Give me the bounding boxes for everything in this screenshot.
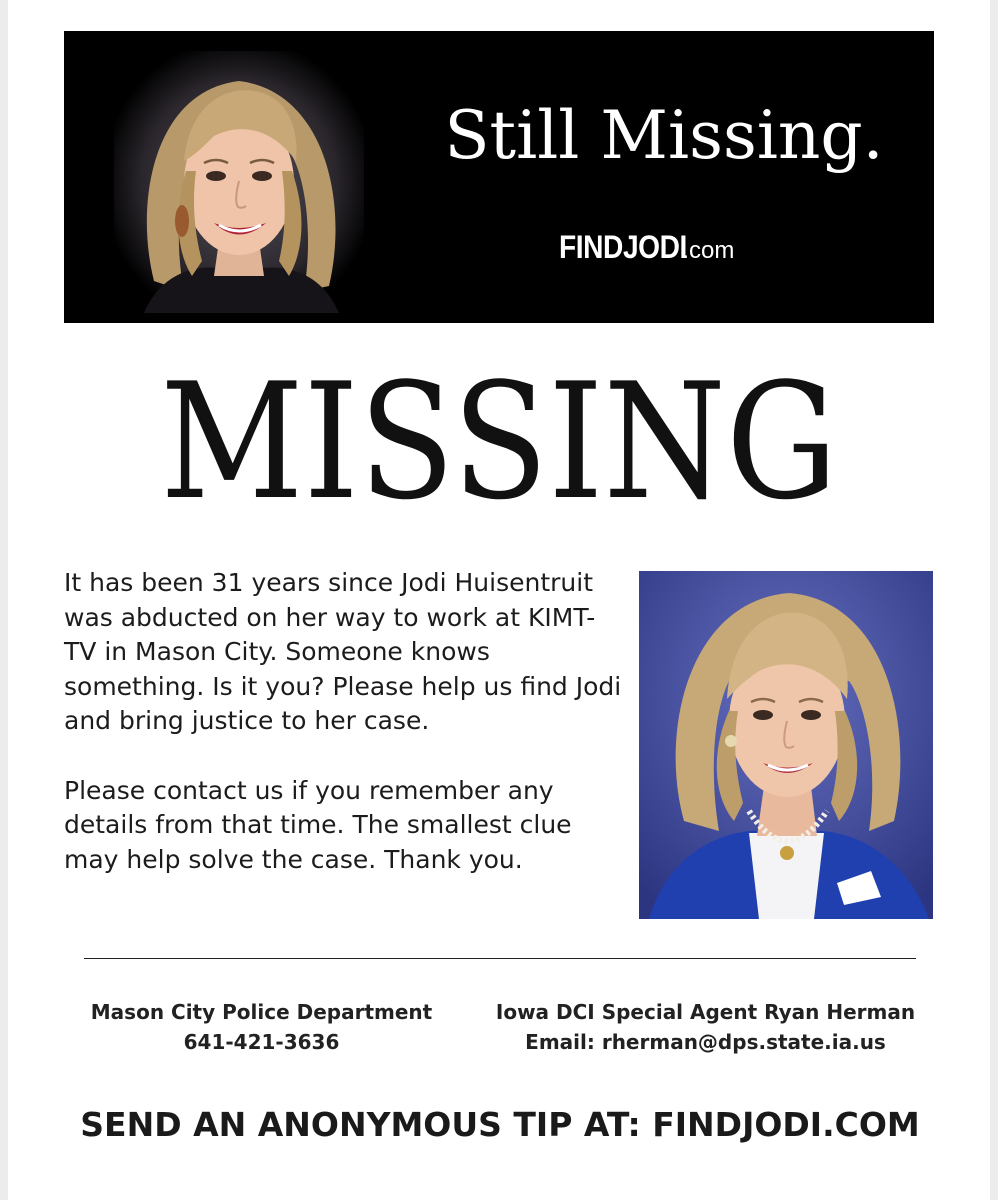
divider-line xyxy=(84,958,916,959)
contact-police-phone: 641-421-3636 xyxy=(183,1030,340,1054)
contact-agent-email: Email: rherman@dps.state.ia.us xyxy=(525,1030,886,1054)
portrait-photo-top xyxy=(114,51,364,313)
logo-tld-text: .com xyxy=(682,237,735,264)
appeal-text xyxy=(64,566,624,877)
contact-police xyxy=(74,997,449,1057)
missing-headline: MISSING xyxy=(160,348,838,535)
appeal-paragraph-1: It has been 31 years since Jodi Huisentruit was abducted on her way to work at KIMT-TV in Mason City. Someone knows something. Is it you? Please help us find Jodi and bring justice to her case. xyxy=(64,568,622,736)
contact-police-name: Mason City Police Department xyxy=(90,1000,433,1024)
contact-dci-agent xyxy=(488,997,923,1057)
portrait-photo-bottom xyxy=(639,571,933,919)
top-banner xyxy=(64,31,934,323)
anonymous-tip-line: SEND AN ANONYMOUS TIP AT: FINDJODI.COM xyxy=(80,1105,920,1144)
appeal-paragraph-2: Please contact us if you remember any details from that time. The smallest clue may help solve the case. Thank you. xyxy=(64,775,572,874)
findjodi-logo xyxy=(559,229,734,266)
logo-main-text: FINDJODI xyxy=(559,229,687,265)
still-missing-tagline: Still Missing. xyxy=(444,97,884,174)
contact-agent-name: Iowa DCI Special Agent Ryan Herman xyxy=(495,1000,916,1024)
